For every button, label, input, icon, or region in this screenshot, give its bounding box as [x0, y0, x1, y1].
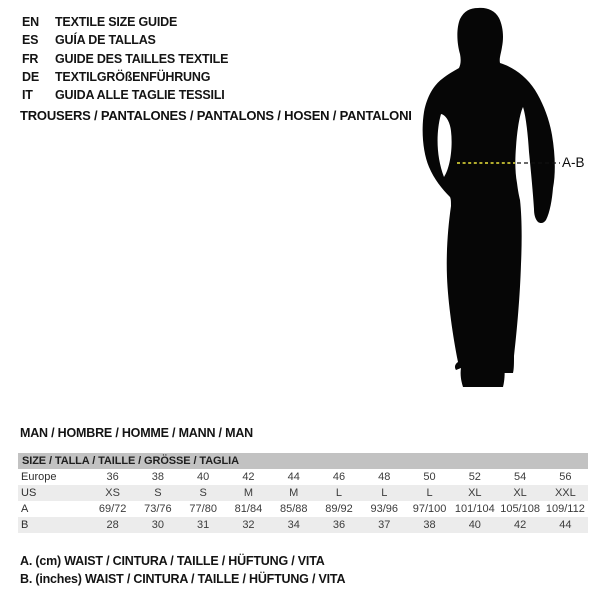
table-cell: L [381, 487, 388, 499]
table-cell: 81/84 [234, 503, 263, 515]
language-code: DE [22, 70, 39, 85]
table-cell: 44 [287, 471, 300, 483]
language-code: EN [22, 15, 39, 30]
language-label: TEXTILE SIZE GUIDE [55, 15, 178, 30]
table-cell: 44 [559, 519, 572, 531]
table-cell: 42 [242, 471, 255, 483]
table-cell: 89/92 [325, 503, 353, 515]
table-cell: 46 [332, 471, 346, 483]
size-figure [400, 0, 600, 400]
table-cell: 93/96 [370, 503, 399, 515]
table-cell: 52 [468, 471, 481, 483]
language-label: GUÍA DE TALLAS [55, 33, 156, 48]
table-cell: 40 [197, 471, 210, 483]
language-row-fr [22, 50, 228, 68]
table-cell: 105/108 [500, 503, 540, 515]
table-cell: 77/80 [189, 503, 217, 515]
table-cell: 28 [106, 519, 119, 531]
row-label: A [21, 503, 29, 515]
table-cell: 30 [151, 519, 165, 531]
table-cell: 32 [242, 519, 255, 531]
language-row-de [22, 68, 228, 86]
table-cell: XS [105, 487, 120, 499]
table-cell: 69/72 [98, 503, 127, 515]
language-code: IT [22, 88, 33, 103]
table-cell: 50 [423, 471, 436, 483]
table-cell: 36 [332, 519, 346, 531]
table-row-europe [18, 469, 588, 485]
row-label: Europe [21, 471, 57, 483]
table-cell: 37 [378, 519, 391, 531]
row-label: B [21, 519, 29, 531]
language-label: TEXTILGRÖßENFÜHRUNG [55, 70, 211, 85]
size-table [18, 453, 588, 533]
garment-heading: TROUSERS / PANTALONES / PANTALONS / HOSEN / PANTALONI [20, 108, 412, 123]
row-label: US [21, 487, 37, 499]
note-waist-cm: A. (cm) WAIST / CINTURA / TAILLE / HÜFTUNG / VITA [20, 554, 325, 568]
language-guide-list [22, 13, 228, 104]
table-cell: 36 [106, 471, 119, 483]
table-cell: 31 [197, 519, 210, 531]
size-table-header: SIZE / TALLA / TAILLE / GRÖSSE / TAGLIA [18, 453, 588, 469]
note-waist-inches: B. (inches) WAIST / CINTURA / TAILLE / HÜFTUNG / VITA [20, 572, 346, 586]
table-cell: 48 [378, 471, 391, 483]
man-silhouette-icon [400, 0, 600, 400]
table-cell: S [199, 487, 207, 499]
table-cell: L [426, 487, 433, 499]
table-cell: 38 [423, 519, 436, 531]
table-cell: XXL [554, 487, 576, 499]
table-cell: 40 [468, 519, 481, 531]
table-cell: 97/100 [412, 503, 447, 515]
table-cell: XL [513, 487, 527, 499]
table-cell: 101/104 [454, 503, 495, 515]
language-label: GUIDE DES TAILLES TEXTILE [55, 51, 229, 66]
language-label: GUIDA ALLE TAGLIE TESSILI [55, 88, 225, 103]
table-row-us [18, 485, 588, 501]
language-row-en [22, 13, 228, 31]
table-cell: 109/112 [545, 503, 585, 515]
table-cell: L [335, 487, 343, 499]
language-code: FR [22, 51, 39, 66]
table-cell: XL [468, 487, 482, 499]
table-cell: 54 [513, 471, 527, 483]
language-row-it [22, 86, 228, 104]
table-row-b-inches [18, 517, 588, 533]
table-cell: M [289, 487, 299, 499]
table-cell: 38 [151, 471, 165, 483]
waist-measure-label: A-B [562, 155, 585, 170]
table-cell: 85/88 [279, 503, 308, 515]
table-cell: 56 [559, 471, 572, 483]
table-cell: S [154, 487, 162, 499]
language-row-es [22, 31, 228, 49]
table-row-a-cm [18, 501, 588, 517]
table-cell: 73/76 [144, 503, 172, 515]
gender-section-heading: MAN / HOMBRE / HOMME / MANN / MAN [20, 426, 253, 440]
language-code: ES [22, 33, 39, 48]
table-cell: 34 [287, 519, 300, 531]
table-cell: 42 [513, 519, 527, 531]
table-cell: M [243, 487, 254, 499]
